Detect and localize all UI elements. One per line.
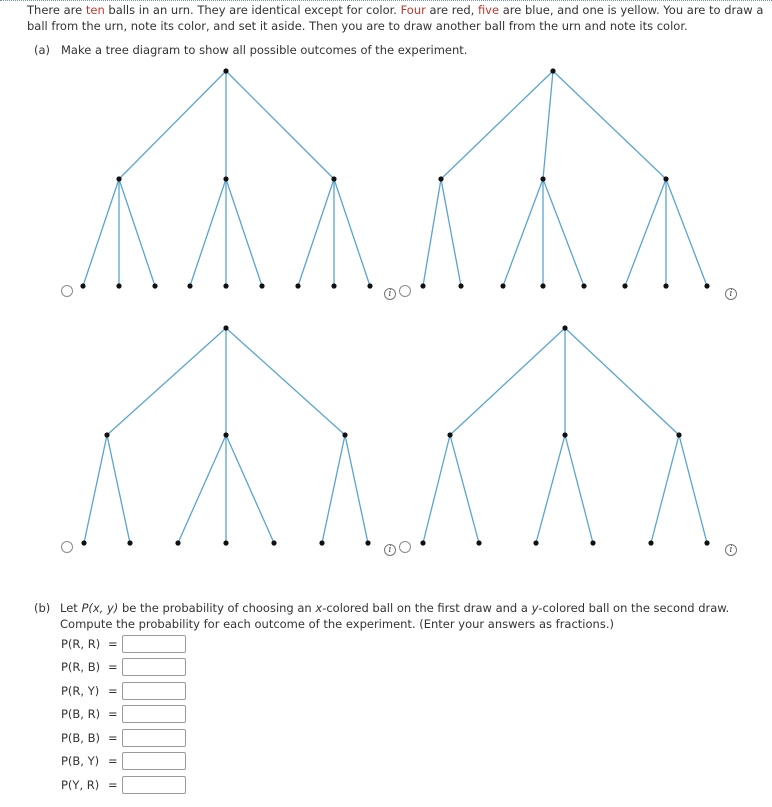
tree-option-1-radio[interactable] <box>61 285 73 297</box>
answer-input-br[interactable] <box>122 705 186 723</box>
part-b-label: (b) <box>34 601 51 615</box>
equals-sign: = <box>108 637 118 651</box>
answer-label: P(B, Y) <box>61 754 100 768</box>
answer-label: P(R, B) <box>61 660 101 674</box>
count-ten: ten <box>85 3 105 17</box>
count-five: five <box>477 3 500 17</box>
part-b-prompt <box>34 600 770 632</box>
equals-sign: = <box>108 778 118 792</box>
answer-input-rb[interactable] <box>122 658 186 676</box>
tree-option-2-info-icon[interactable]: i <box>725 288 737 300</box>
equals-sign: = <box>108 707 118 721</box>
tree-option-1-info-icon[interactable]: i <box>384 288 396 300</box>
answer-label: P(B, B) <box>61 731 100 745</box>
equals-sign: = <box>108 754 118 768</box>
answer-input-ry[interactable] <box>122 682 186 700</box>
tree-option-3-info-icon[interactable]: i <box>384 544 396 556</box>
answer-label: P(Y, R) <box>61 778 100 792</box>
tree-option-4-info-icon[interactable]: i <box>725 544 737 556</box>
tree-option-3-radio[interactable] <box>61 541 73 553</box>
equals-sign: = <box>108 731 118 745</box>
answer-label: P(R, R) <box>61 637 101 651</box>
tree-option-4-radio[interactable] <box>399 541 411 553</box>
count-four: Four <box>400 3 426 17</box>
equals-sign: = <box>108 660 118 674</box>
answer-input-bb[interactable] <box>122 729 186 747</box>
part-a-label: (a) <box>34 43 51 57</box>
answer-label: P(B, R) <box>61 707 101 721</box>
answer-input-yr[interactable] <box>122 776 186 794</box>
answer-label: P(R, Y) <box>61 684 100 698</box>
equals-sign: = <box>108 684 118 698</box>
tree-option-2-radio[interactable] <box>399 285 411 297</box>
answer-input-by[interactable] <box>122 752 186 770</box>
part-a-text: Make a tree diagram to show all possible outcomes of the experiment. <box>61 43 468 57</box>
part-b-text: Let P(x, y) be the probability of choosing an x-colored ball on the first draw and a y-colored ball on the second draw. Compute the probability for each outcome of the experiment. (Enter your answers as fractions.) <box>60 601 730 631</box>
problem-statement: There are ten balls in an urn. They are identical except for color. Four are red, five are blue, and one is yellow. You are to draw a ball from the urn, note its color, and set it aside. Then you are to draw another ball from the urn and note its color. <box>27 3 764 33</box>
answer-input-rr[interactable] <box>122 635 186 653</box>
